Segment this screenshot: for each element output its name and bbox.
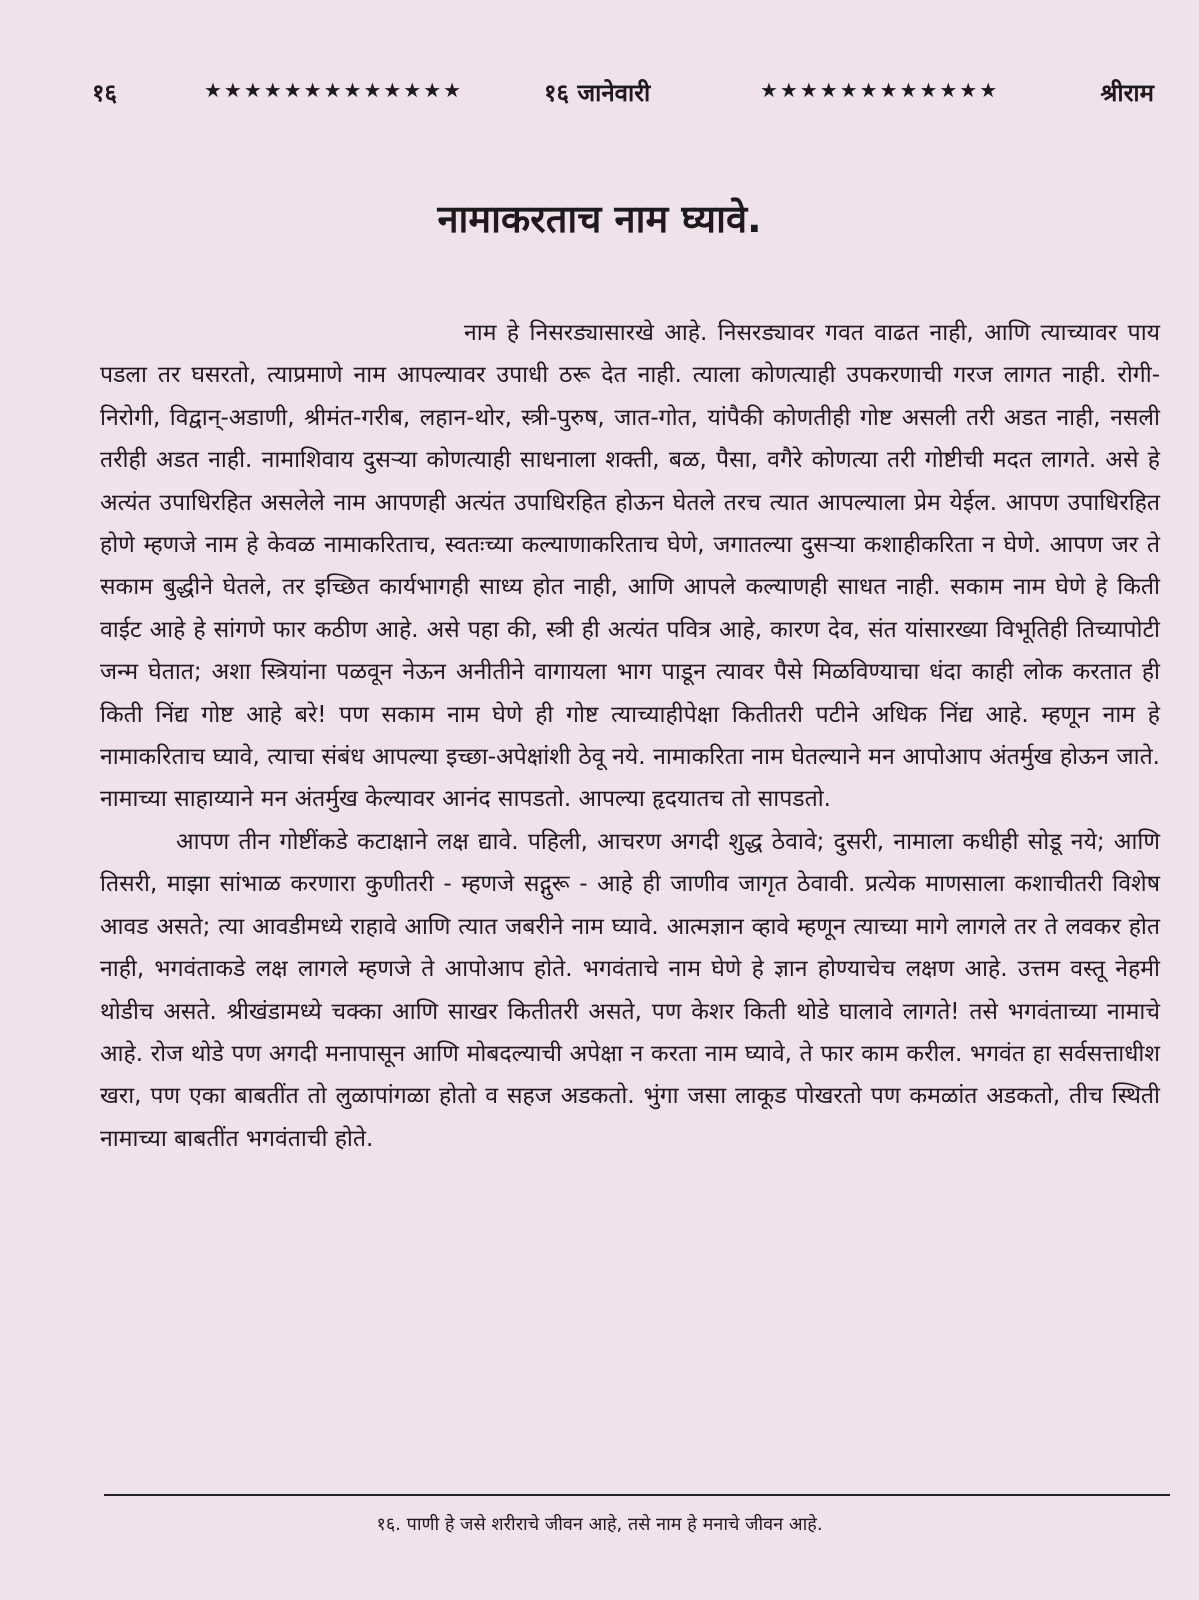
page-number: १६ xyxy=(92,79,117,107)
star-ornament-left: ★★★★★★★★★★★★★ xyxy=(204,78,464,102)
footnote-divider xyxy=(104,1494,1170,1496)
footnote: १६. पाणी हे जसे शरीराचे जीवन आहे, तसे नाम हे मनाचे जीवन आहे. xyxy=(376,1514,823,1535)
star-ornament-right: ★★★★★★★★★★★★ xyxy=(760,78,1000,102)
header-right-text: श्रीराम xyxy=(1100,79,1154,107)
header-date: १६ जानेवारी xyxy=(544,79,651,107)
page-header xyxy=(92,72,1172,112)
paragraph-2: आपण तीन गोष्टींकडे कटाक्षाने लक्ष द्यावे. पहिली, आचरण अगदी शुद्ध ठेवावे; दुसरी, नामाला कधीही सोडू नये; आणि तिसरी, माझा सांभाळ करणारा कुणीतरी - म्हणजे सद्गुरू - आहे ही जाणीव जागृत ठेवावी. प्रत्येक माणसाला कशाचीतरी विशेष आवड असते; त्या आवडीमध्ये राहावे आणि त्यात जबरीने नाम घ्यावे. आत्मज्ञान व्हावे म्हणून त्याच्या मागे लागले तर ते लवकर होत नाही, भगवंताकडे लक्ष लागले म्हणजे ते आपोआप होते. भगवंताचे नाम घेणे हे ज्ञान होण्याचेच लक्षण आहे. उत्तम वस्तू नेहमी थोडीच असते. श्रीखंडामध्ये चक्का आणि साखर कितीतरी असते, पण केशर किती थोडे घालावे लागते! तसे भगवंताच्या नामाचे आहे. रोज थोडे पण अगदी मनापासून आणि मोबदल्याची अपेक्षा न करता नाम घ्यावे, ते फार काम करील. भगवंत हा सर्वसत्ताधीश खरा, पण एका बाबतींत तो लुळापांगळा होतो व सहज अडकतो. भुंगा जसा लाकूड पोखरतो पण कमळांत अडकतो, तीच स्थिती नामाच्या बाबतींत भगवंताची होते. xyxy=(100,828,1160,1152)
body-text xyxy=(100,312,1160,1160)
paragraph-1: नाम हे निसरड्यासारखे आहे. निसरड्यावर गवत वाढत नाही, आणि त्याच्यावर पाय पडला तर घसरतो, त्याप्रमाणे नाम आपल्यावर उपाधी ठरू देत नाही. त्याला कोणत्याही उपकरणाची गरज लागत नाही. रोगी-निरोगी, विद्वान्-अडाणी, श्रीमंत-गरीब, लहान-थोर, स्त्री-पुरुष, जात-गोत, यांपैकी कोणतीही गोष्ट असली तरी अडत नाही, नसली तरीही अडत नाही. नामाशिवाय दुसऱ्या कोणत्याही साधनाला शक्ती, बळ, पैसा, वगैरे कोणत्या तरी गोष्टीची मदत लागते. असे हे अत्यंत उपाधिरहित असलेले नाम आपणही अत्यंत उपाधिरहित होऊन घेतले तरच त्यात आपल्याला प्रेम येईल. आपण उपाधिरहित होणे म्हणजे नाम हे केवळ नामाकरिताच, स्वतःच्या कल्याणाकरिताच घेणे, जगातल्या दुसऱ्या कशाहीकरिता न घेणे. आपण जर ते सकाम बुद्धीने घेतले, तर इच्छित कार्यभागही साध्य होत नाही, आणि आपले कल्याणही साधत नाही. सकाम नाम घेणे हे किती वाईट आहे हे सांगणे फार कठीण आहे. असे पहा की, स्त्री ही अत्यंत पवित्र आहे, कारण देव, संत यांसारख्या विभूतिही तिच्यापोटी जन्म घेतात; अशा स्त्रियांना पळवून नेऊन अनीतीने वागायला भाग पाडून त्यावर पैसे मिळविण्याचा धंदा काही लोक करतात ही किती निंद्य गोष्ट आहे बरे! पण सकाम नाम घेणे ही गोष्ट त्याच्याहीपेक्षा कितीतरी पटीने अधिक निंद्य आहे. म्हणून नाम हे नामाकरिताच घ्यावे, त्याचा संबंध आपल्या इच्छा-अपेक्षांशी ठेवू नये. नामाकरिता नाम घेतल्याने मन आपोआप अंतर्मुख होऊन जाते. नामाच्या साहाय्याने मन अंतर्मुख केल्यावर आनंद सापडतो. आपल्या हृदयातच तो सापडतो. xyxy=(100,320,1160,813)
page-title: नामाकरताच नाम घ्यावे. xyxy=(437,197,762,241)
